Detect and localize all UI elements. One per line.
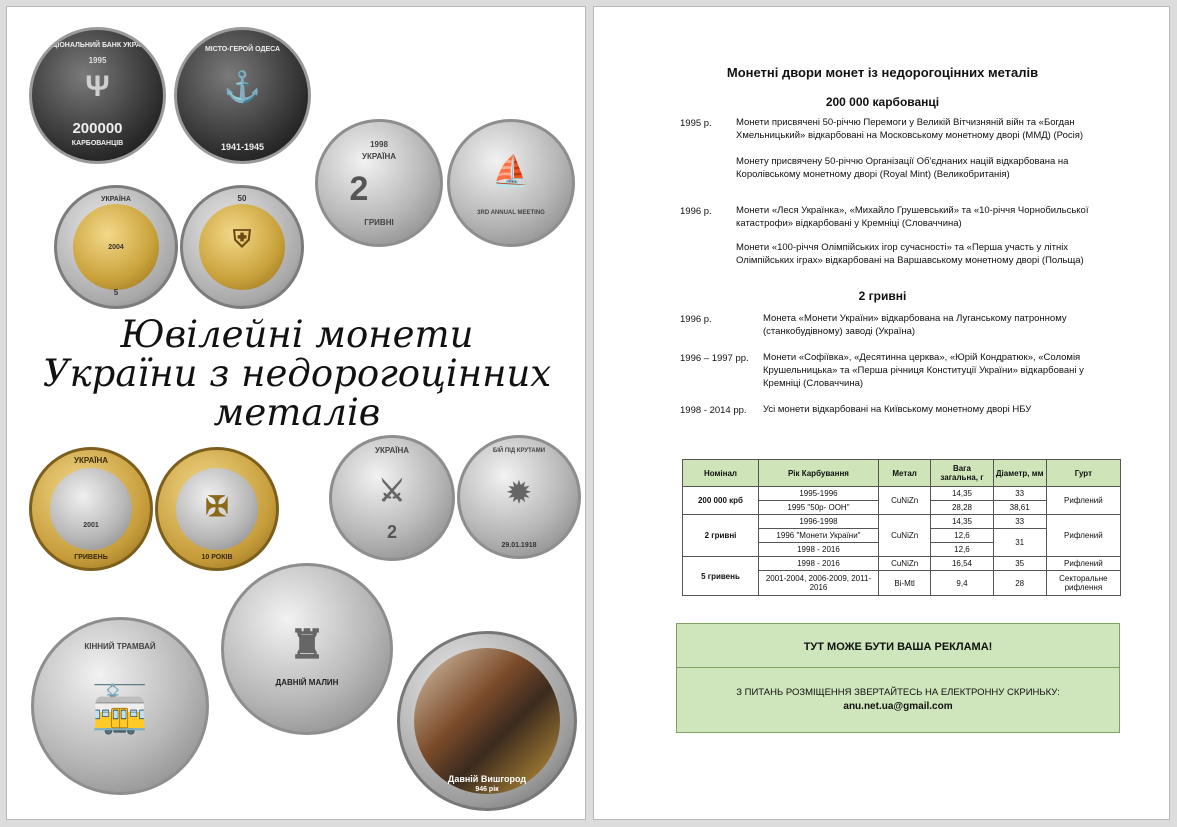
coin-specs-table — [682, 459, 1121, 596]
entry-text — [763, 312, 1067, 338]
table-header: Гурт — [1046, 460, 1120, 487]
coin-text: Давній Вишгород — [447, 774, 527, 784]
table-cell: 16,54 — [931, 557, 993, 571]
ad-title: ТУТ МОЖЕ БУТИ ВАША РЕКЛАМА! — [803, 641, 993, 653]
coin-5-hryven-50 — [54, 185, 178, 309]
page-title: Монетні двори монет із недорогоцінних металів — [726, 65, 1039, 80]
fortress-icon: ♜ — [289, 623, 325, 667]
entry-line: Монети «Софіївка», «Десятинна церква», «Юрій Кондратюк», «Соломія — [763, 352, 1081, 363]
entry-line: Королівському монетному дворі (Royal Mint) (Великобританія) — [736, 169, 1010, 180]
coin-year: 1995 — [88, 56, 107, 65]
coin-text: БІЙ ПІД КРУТАМИ — [492, 448, 546, 454]
cover-title-line: Ювілейні монети — [120, 313, 474, 356]
coin-country: УКРАЇНА — [101, 196, 131, 203]
monument-icon: ⚓ — [223, 71, 262, 104]
boat-icon: ⛵ — [492, 155, 530, 188]
coin-value: 2 — [349, 170, 369, 208]
coin-sub: 946 рік — [475, 786, 499, 793]
table-cell: Секторальне рифлення — [1046, 571, 1120, 596]
table-cell: 14,35 — [931, 487, 993, 501]
coin-year: 2001 — [83, 522, 99, 529]
cover-page — [6, 6, 586, 820]
table-header: Номінал — [683, 460, 759, 487]
coin-text: МІСТО-ГЕРОЙ ОДЕСА — [204, 46, 281, 53]
coin-year: 2004 — [108, 244, 124, 251]
table-header: Вага загальна, г — [931, 460, 993, 487]
entry-text — [736, 204, 1088, 230]
coin-ancient-city — [221, 563, 393, 735]
cover-title-line: України з недорогоцінних — [42, 352, 552, 395]
entry-line: Монету присвячену 50-річчю Організації Об'єднаних націй відкарбована на — [736, 156, 1069, 167]
cover-title-line: металів — [213, 391, 381, 434]
table-cell: Bi-Mtl — [878, 571, 930, 596]
coin-vyshhorod — [397, 631, 577, 811]
coin-text: 3RD ANNUAL MEETING — [477, 210, 545, 216]
table-cell: 14,35 — [931, 515, 993, 529]
entry-text — [763, 403, 1031, 416]
entry-year: 1995 р. — [680, 118, 712, 129]
trident-icon: Ψ — [85, 70, 110, 103]
coin-tram — [31, 617, 209, 795]
table-cell: 33 — [993, 487, 1046, 501]
coin-date: 29.01.1918 — [501, 542, 537, 549]
table-cell: Рифлений — [1046, 515, 1120, 557]
cross-icon: ✠ — [205, 491, 229, 522]
entry-line: Монета «Монети України» відкарбована на Луганському патронному — [763, 313, 1067, 324]
table-cell: 33 — [993, 515, 1046, 529]
coin-ebrd — [447, 119, 575, 247]
coin-value: 200000 — [72, 120, 123, 137]
table-cell: 2001-2004, 2006-2009, 2011-2016 — [758, 571, 878, 596]
coin-years: 1941-1945 — [220, 142, 265, 152]
table-cell: 1995 "50р- ООН" — [758, 501, 878, 515]
table-header: Діаметр, мм — [993, 460, 1046, 487]
entry-text — [736, 155, 1068, 181]
table-cell: 12,6 — [931, 543, 993, 557]
coin-kruty — [457, 435, 581, 559]
coin-value: 2 — [386, 522, 397, 542]
table-cell: 1998 - 2016 — [758, 557, 878, 571]
ad-divider — [677, 667, 1119, 668]
entry-line: Кремніці (Словаччина) — [763, 378, 864, 389]
entry-year: 1996 р. — [680, 314, 712, 325]
table-cell: 2 гривні — [683, 515, 759, 557]
entry-line: Хмельницький» відкарбовані на Московському монетному дворі (ММД) (Росія) — [736, 130, 1084, 141]
entry-line: (станкобудівному) заводі (Україна) — [763, 326, 916, 337]
table-cell: 1996-1998 — [758, 515, 878, 529]
figures-icon: ⚔ — [378, 475, 406, 508]
battle-icon: ✹ — [507, 477, 531, 508]
table-cell: 9,4 — [931, 571, 993, 596]
entry-text — [736, 116, 1083, 142]
coin-odesa — [174, 27, 311, 164]
coin-text: ДАВНІЙ МАЛИН — [275, 678, 339, 687]
entry-line: Олімпійських іграх» відкарбовані на Варшавському монетному дворі (Польща) — [736, 255, 1084, 266]
table-row — [683, 515, 1121, 529]
coin-nbu-200000 — [29, 27, 166, 164]
entry-line: Монети «100-річчя Олімпійських ігор сучасності» та «Перша участь у літніх — [736, 242, 1069, 253]
table-cell: 38,61 — [993, 501, 1046, 515]
table-cell: 31 — [993, 529, 1046, 557]
table-cell: CuNiZn — [878, 557, 930, 571]
coin-unit: ГРИВНІ — [364, 218, 394, 227]
table-cell: 200 000 крб — [683, 487, 759, 515]
coin-text: НАЦІОНАЛЬНИЙ БАНК УКРАЇНИ — [42, 42, 153, 49]
coin-2-hryvni-b — [329, 435, 455, 561]
coin-country: УКРАЇНА — [361, 152, 397, 161]
entry-year: 1998 - 2014 рр. — [680, 405, 747, 416]
entry-text — [763, 351, 1084, 390]
table-cell: 28,28 — [931, 501, 993, 515]
table-cell: 1998 - 2016 — [758, 543, 878, 557]
table-row — [683, 557, 1121, 571]
entry-line: Монети «Леся Українка», «Михайло Грушевський» та «10-річчя Чорнобильської — [736, 205, 1089, 216]
section-heading: 200 000 карбованці — [825, 95, 940, 109]
table-cell: 5 гривень — [683, 557, 759, 596]
entry-line: Крушельницька» та «Перша річниця Конституції України» відкарбовані у — [763, 365, 1084, 376]
cover-title — [7, 315, 586, 432]
table-cell: 1995-1996 — [758, 487, 878, 501]
table-cell: 12,6 — [931, 529, 993, 543]
table-header: Метал — [878, 460, 930, 487]
table-header: Рік Карбування — [758, 460, 878, 487]
section-heading: 2 гривні — [858, 289, 907, 303]
coin-text: КІННИЙ ТРАМВАЙ — [84, 642, 156, 651]
coin-unit: КАРБОВАНЦІВ — [71, 140, 124, 147]
coin-armed-forces — [155, 447, 279, 571]
coin-sub: 10 РОКІВ — [201, 554, 233, 561]
table-header-row — [683, 460, 1121, 487]
table-row — [683, 487, 1121, 501]
entry-year: 1996 р. — [680, 206, 712, 217]
entry-year: 1996 – 1997 рр. — [680, 353, 749, 364]
table-cell: Рифлений — [1046, 557, 1120, 571]
coin-value: 5 — [113, 288, 119, 297]
table-cell: CuNiZn — [878, 515, 930, 557]
coin-country: УКРАЇНА — [374, 446, 410, 455]
table-cell: 1996 "Монети України" — [758, 529, 878, 543]
table-cell: CuNiZn — [878, 487, 930, 515]
coin-year: 1998 — [370, 140, 388, 149]
coin-unit: ГРИВЕНЬ — [74, 554, 108, 561]
shield-icon: ⛨ — [233, 226, 251, 253]
table-cell: 35 — [993, 557, 1046, 571]
ad-email-link[interactable]: anu.net.ua@gmail.com — [843, 701, 953, 712]
tram-icon: 🚋 — [91, 683, 149, 735]
coin-country: УКРАЇНА — [73, 456, 109, 465]
table-cell: Рифлений — [1046, 487, 1120, 515]
coin-5-hryven-army — [29, 447, 153, 571]
coin-crimea-50 — [180, 185, 304, 309]
ad-box — [676, 623, 1120, 733]
ad-contact: З ПИТАНЬ РОЗМІЩЕННЯ ЗВЕРТАЙТЕСЬ НА ЕЛЕКТРОННУ СКРИНЬКУ: — [736, 687, 1060, 698]
entry-line: катастрофи» відкарбовані у Кремніці (Словаччина) — [736, 218, 962, 229]
entry-line: Усі монети відкарбовані на Київському монетному дворі НБУ — [763, 404, 1032, 415]
entry-line: Монети присвячені 50-річчю Перемоги у Великій Вітчизняній війн та «Богдан — [736, 117, 1075, 128]
coin-2-hryvni — [315, 119, 443, 247]
entry-text — [736, 241, 1084, 267]
info-page — [593, 6, 1170, 820]
table-cell: 28 — [993, 571, 1046, 596]
coin-number: 50 — [237, 194, 247, 203]
